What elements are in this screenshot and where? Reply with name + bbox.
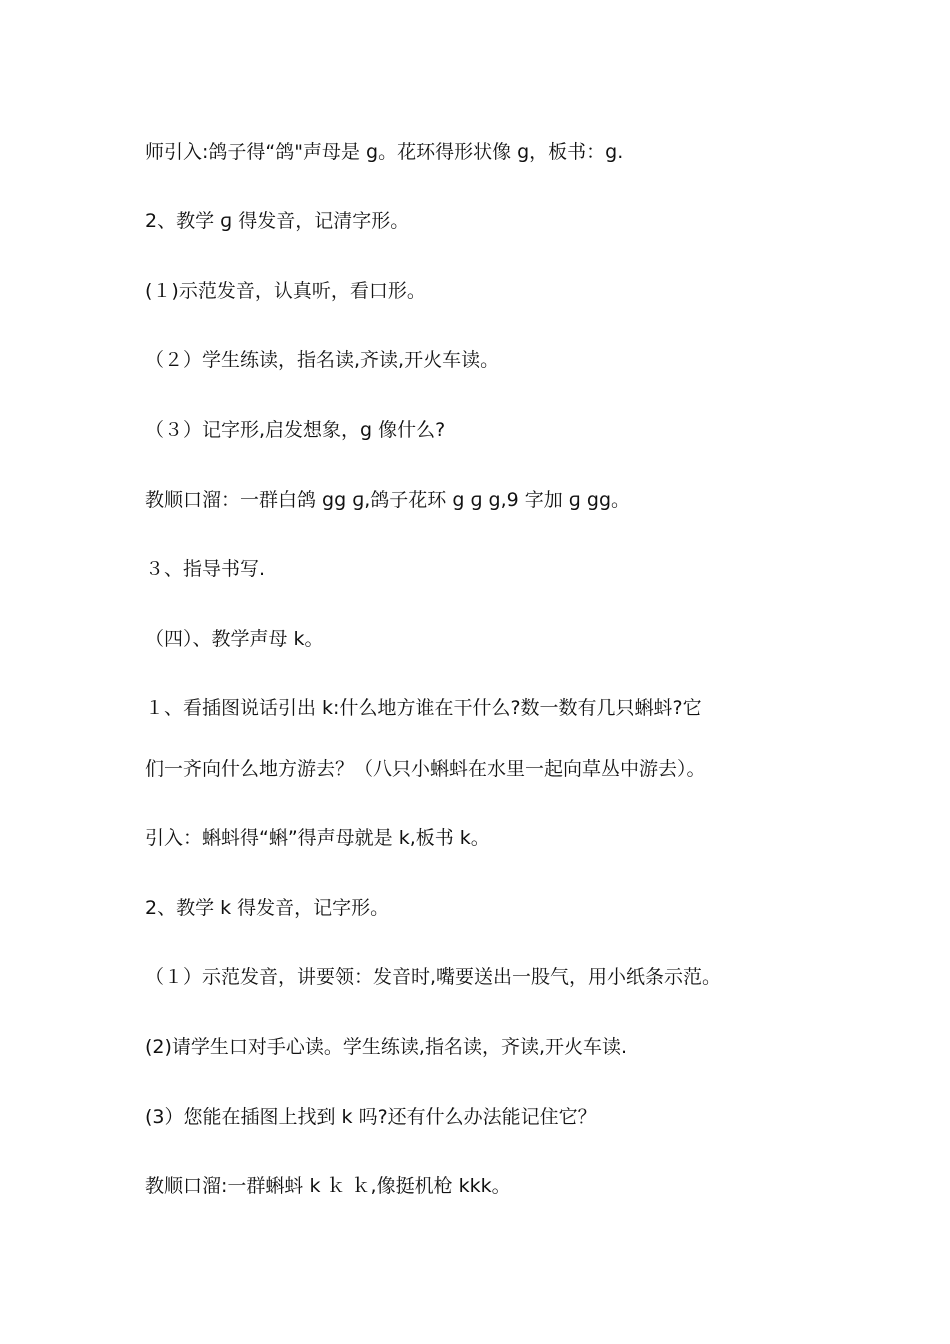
text-line-14: (2)请学生口对手心读。学生练读,指名读，齐读,开火车读.	[145, 1036, 628, 1058]
text-line-5: （３）记字形,启发想象，g 像什么?	[145, 419, 446, 441]
text-line-16: 教顺口溜:一群蝌蚪 k ｋ ｋ,像挺机枪 kkk。	[145, 1175, 511, 1197]
text-line-13: （１）示范发音，讲要领：发音时,嘴要送出一股气，用小纸条示范。	[145, 966, 722, 988]
text-line-6: 教顺口溜：一群白鸽 gg ɡ,鸽子花环 g ɡ g,9 字加 ɡ gg。	[145, 489, 631, 511]
text-line-3: (１)示范发音，认真听，看口形。	[145, 280, 426, 302]
text-line-8: （四）、教学声母 k。	[145, 628, 324, 650]
text-line-1: 师引入:鸽子得“鸽"声母是 g。花环得形状像 g，板书：g.	[145, 141, 624, 163]
text-line-11: 引入：蝌蚪得“蝌”得声母就是 k,板书 k。	[145, 827, 490, 849]
text-line-12: 2、教学 k 得发音，记字形。	[145, 897, 390, 919]
text-line-2: 2、教学 ɡ 得发音，记清字形。	[145, 210, 410, 232]
text-line-10: 们一齐向什么地方游去？（八只小蝌蚪在水里一起向草丛中游去）。	[145, 758, 706, 780]
text-line-9: １、看插图说话引出 k:什么地方谁在干什么?数一数有几只蝌蚪?它	[145, 697, 702, 719]
text-line-15: (3）您能在插图上找到 k 吗?还有什么办法能记住它？	[145, 1106, 597, 1128]
text-line-4: （２）学生练读，指名读,齐读,开火车读。	[145, 349, 500, 371]
text-line-7: ３、指导书写.	[145, 558, 266, 580]
